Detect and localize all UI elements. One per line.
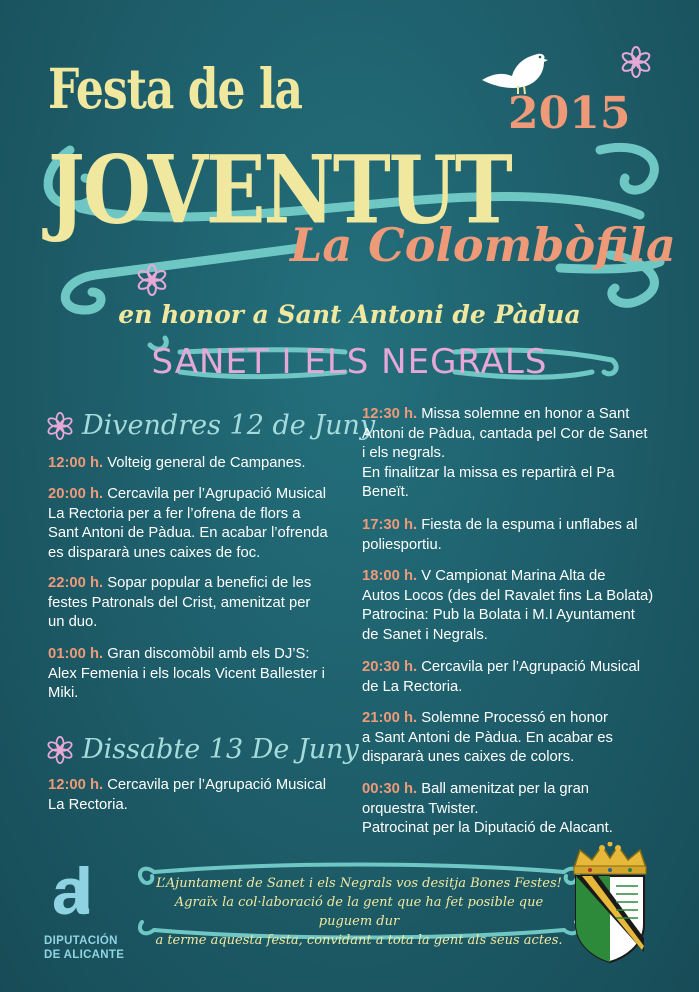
event-text: Ball amenitzat per la gran orquestra Twister. Patrocinat per la Diputació de Alacant. <box>362 781 613 837</box>
event-text: Cercavila per l’Agrupació Musical de La Rectoria. <box>362 659 640 695</box>
coat-of-arms-icon <box>562 842 658 964</box>
schedule-event <box>48 574 348 633</box>
event-text: V Campionat Marina Alta de Autos Locos (des del Ravalet fins La Bolata) Patrocina: Pub la Bolata i M.I Ayuntament de Sanet i Negrals. <box>362 568 654 643</box>
schedule-event <box>362 658 662 697</box>
event-time: 20:00 h. <box>48 486 104 502</box>
sponsor-name <box>44 934 124 962</box>
event-time: 12:00 h. <box>48 777 104 793</box>
event-text: Missa solemne en honor a Sant Antoni de Pàdua, cantada pel Cor de Sanet i els negrals. En finalitzar la missa es repartirà el Pa Beneït. <box>362 406 648 501</box>
schedule-event <box>362 405 662 503</box>
event-text: Fiesta de la espuma i unflabes al poliesportiu. <box>362 517 638 553</box>
day-header-saturday: Dissabte 13 De Juny <box>82 734 359 765</box>
schedule-event <box>48 454 348 474</box>
sponsor-name-line: DE ALICANTE <box>44 949 125 961</box>
event-text: Cercavila per l’Agrupació Musical La Rectoria per a fer l’ofrena de flors a Sant Antoni de Pàdua. En acabar l’ofrenda es dispararà unes caixes de foc. <box>48 486 328 561</box>
pink-flower-icon <box>620 46 652 78</box>
schedule-event <box>48 776 348 815</box>
event-text: Cercavila per l’Agrupació Musical La Rectoria. <box>48 777 326 813</box>
pink-flower-icon <box>46 412 74 440</box>
footer-line: L’Ajuntament de Sanet i els Negrals vos desitja Bones Festes! <box>156 876 562 891</box>
pink-flower-icon <box>46 736 74 764</box>
schedule-event <box>362 516 662 555</box>
schedule-event <box>362 567 662 645</box>
schedule-event <box>48 645 348 704</box>
title-joventut: JOVENTUT <box>48 136 511 246</box>
event-time: 20:30 h. <box>362 659 418 675</box>
event-time: 12:30 h. <box>362 406 418 422</box>
town-name: SANET I ELS NEGRALS <box>151 342 548 382</box>
event-time: 22:00 h. <box>48 575 104 591</box>
event-text: Solemne Processó en honor a Sant Antoni de Pàdua. En acabar es dispararà unes caixes de colors. <box>362 710 613 766</box>
title-festa: Festa de la <box>48 58 303 122</box>
event-text: Volteig general de Campanes. <box>107 455 306 471</box>
schedule-event <box>362 709 662 768</box>
event-time: 18:00 h. <box>362 568 418 584</box>
event-time: 00:30 h. <box>362 781 418 797</box>
honor-line: en honor a Sant Antoni de Pàdua <box>118 300 581 329</box>
day-header-friday: Divendres 12 de Juny <box>82 410 376 441</box>
event-time: 01:00 h. <box>48 646 104 662</box>
event-time: 17:30 h. <box>362 517 418 533</box>
footer-message <box>148 874 570 950</box>
title-subtitle: La Colombòfila <box>290 218 676 272</box>
pink-flower-icon <box>136 264 168 296</box>
diputacion-logo-icon: al <box>52 854 80 928</box>
event-time: 21:00 h. <box>362 710 418 726</box>
schedule-event <box>48 485 348 563</box>
footer-line: a terme aquesta festa, convidant a tota la gent als seus actes. <box>155 933 563 948</box>
event-text: Gran discomòbil amb els DJ’S: Alex Femenia i els locals Vicent Ballester i Miki. <box>48 646 325 702</box>
sponsor-name-line: DIPUTACIÓN <box>44 935 118 947</box>
event-time: 12:00 h. <box>48 455 104 471</box>
event-text: Sopar popular a benefici de les festes Patronals del Crist, amenitzat per un duo. <box>48 575 312 631</box>
footer-line: Agraïx la col·laboració de la gent que ha fet posible que puguem dur <box>174 895 544 929</box>
schedule-event <box>362 780 662 839</box>
title-year: 2015 <box>508 88 631 139</box>
